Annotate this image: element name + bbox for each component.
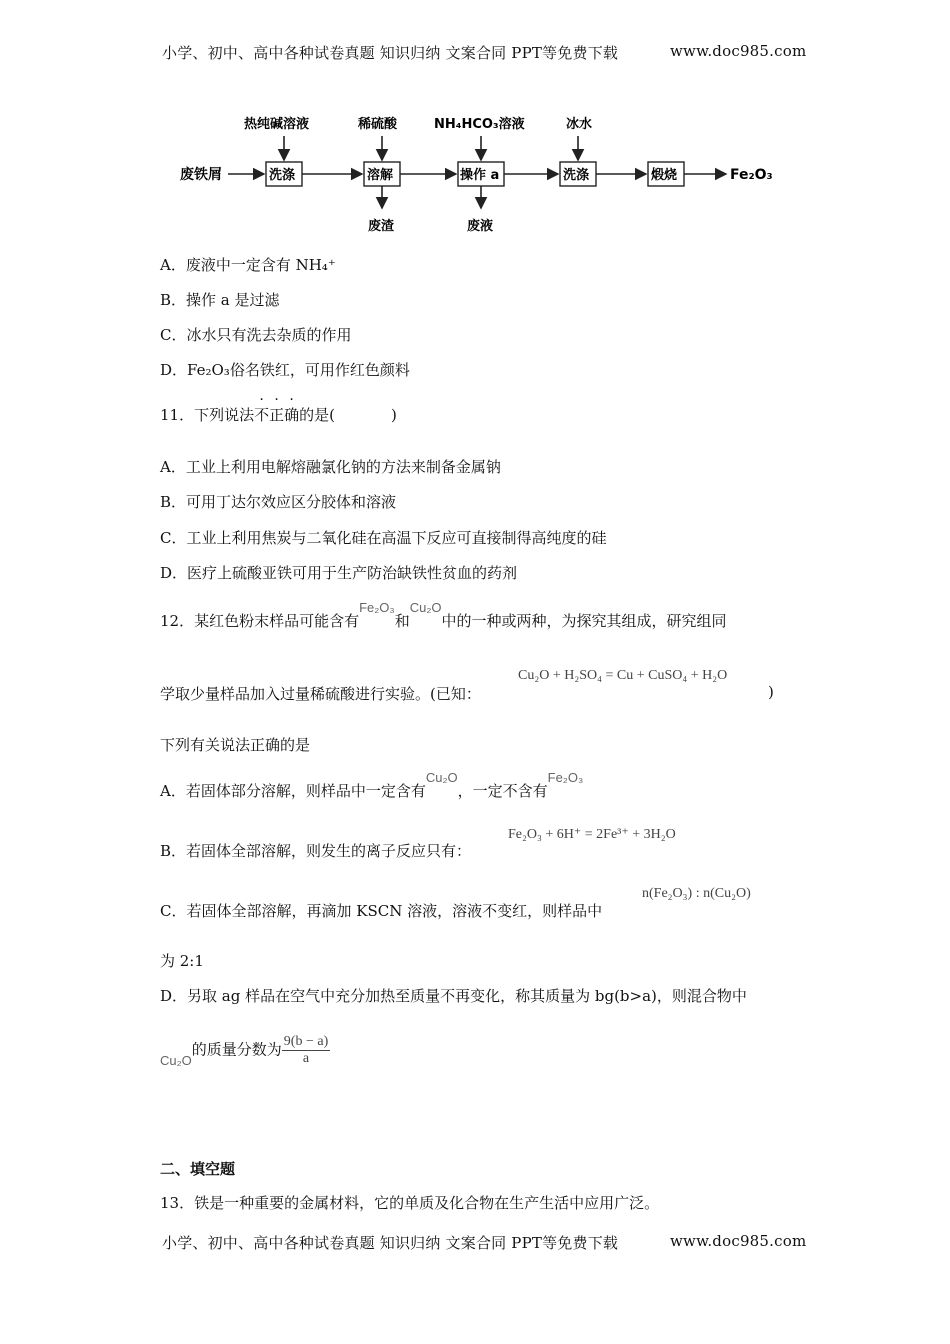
- flow-step-dissolve-label: 溶解: [367, 168, 394, 183]
- q10-option-a: A．废液中一定含有 NH₄⁺: [160, 256, 336, 274]
- q11-stem-pre: 11．下列说法: [160, 406, 255, 424]
- page-header: [162, 42, 618, 63]
- q12-fraction: [282, 1034, 330, 1067]
- flow-output-waste-liquid: 废液: [467, 219, 494, 234]
- process-flow-diagram: [170, 108, 790, 238]
- q12-l2b: ): [768, 683, 774, 701]
- q12-l1b: 和: [394, 612, 410, 630]
- q12-option-a-text1: A．若固体部分溶解，则样品中一定含有: [160, 782, 426, 800]
- q12-cu2o-1: Cu₂O: [409, 600, 442, 615]
- q11-option-b: B．可用丁达尔效应区分胶体和溶液: [160, 493, 397, 511]
- flow-step-operation-a-label: 操作 a: [460, 168, 500, 183]
- q11-stem-close: ): [391, 406, 397, 424]
- q13-stem: 13．铁是一种重要的金属材料，它的单质及化合物在生产生活中应用广泛。: [160, 1194, 660, 1212]
- flow-input-dilute-acid: 稀硫酸: [358, 117, 398, 132]
- q11-emph-2: 正: [269, 406, 285, 424]
- q12-option-c-cont: 为 2:1: [160, 952, 204, 970]
- q11-option-d: D．医疗上硫酸亚铁可用于生产防治缺铁性贫血的药剂: [160, 564, 518, 582]
- q11-emph-1: 不: [254, 406, 270, 424]
- q12-l1a: 12．某红色粉末样品可能含有: [160, 612, 360, 630]
- q12-option-c: C．若固体全部溶解，再滴加 KSCN 溶液，溶液不变红，则样品中: [160, 902, 603, 920]
- q12-fe2o3-2: Fe₂O₃: [547, 770, 584, 785]
- q12-option-a: [160, 770, 584, 801]
- q12-fe2o3-1: Fe₂O₃: [359, 600, 395, 615]
- q12-option-b: B．若固体全部溶解，则发生的离子反应只有：: [160, 842, 472, 860]
- q11-stem: [160, 404, 397, 425]
- q11-option-c: C．工业上利用焦炭与二氧化硅在高温下反应可直接制得高纯度的硅: [160, 529, 607, 547]
- q12-option-a-text2: ，一定不含有: [457, 782, 548, 800]
- q11-stem-post: 的是(: [299, 406, 335, 424]
- section-title-fill-in: 二、填空题: [160, 1160, 236, 1178]
- header-url: www.doc985.com: [670, 42, 807, 60]
- flow-product-label: Fe₂O₃: [730, 167, 773, 183]
- flow-step-calcine-label: 煅烧: [651, 168, 678, 183]
- flow-step-wash2-label: 洗涤: [563, 168, 590, 183]
- q12-cu2o-2: Cu₂O: [425, 770, 458, 785]
- q12-l1c: 中的一种或两种，为探究其组成，研究组同: [441, 612, 727, 630]
- q12-option-c-ratio: n(Fe₂O₃) : n(Cu₂O): [642, 886, 751, 901]
- q12-stem-line3: 下列有关说法正确的是: [160, 736, 311, 754]
- q10-option-b: B．操作 a 是过滤: [160, 291, 280, 309]
- page-footer: 小学、初中、高中各种试卷真题 知识归纳 文案合同 PPT等免费下载: [162, 1234, 619, 1252]
- q12-l2a: 学取少量样品加入过量稀硫酸进行实验。(已知：: [160, 685, 481, 703]
- flow-input-ice-water: 冰水: [566, 117, 593, 132]
- q12-known-equation: Cu₂O + H₂SO₄ = Cu + CuSO₄ + H₂O: [518, 668, 728, 683]
- q10-option-c: C．冰水只有洗去杂质的作用: [160, 326, 352, 344]
- q12-cu2o-3: Cu₂O: [160, 1052, 192, 1068]
- q10-option-d: D．Fe₂O₃俗名铁红，可用作红色颜料: [160, 361, 410, 379]
- q11-option-a: A．工业上利用电解熔融氯化钠的方法来制备金属钠: [160, 458, 501, 476]
- header-left-text: 小学、初中、高中各种试卷真题 知识归纳 文案合同 PPT等免费下载: [162, 44, 619, 62]
- flow-input-hot-soda: 热纯碱溶液: [244, 117, 310, 132]
- q12-option-d-text2: 的质量分数为: [191, 1040, 282, 1059]
- q12-stem-line1: [160, 600, 727, 631]
- q12-option-d-cont: [160, 1034, 330, 1067]
- q12-option-d: D．另取 ag 样品在空气中充分加热至质量不再变化，称其质量为 bg(b>a)，则混合物中: [160, 987, 747, 1005]
- flow-output-residue: 废渣: [368, 219, 395, 234]
- flow-start-label: 废铁屑: [180, 167, 222, 183]
- flow-input-nh4hco3: NH₄HCO₃溶液: [434, 117, 525, 132]
- q12-fraction-numerator: 9(b − a): [283, 1034, 329, 1049]
- q12-stem-line2: [160, 683, 481, 704]
- q12-fraction-denominator: a: [302, 1051, 310, 1066]
- flow-step-wash1-label: 洗涤: [269, 168, 296, 183]
- q11-emph-3: 确: [284, 406, 300, 424]
- footer-url: www.doc985.com: [670, 1232, 807, 1250]
- q12-option-b-equation: Fe₂O₃ + 6H⁺ = 2Fe³⁺ + 3H₂O: [508, 827, 676, 842]
